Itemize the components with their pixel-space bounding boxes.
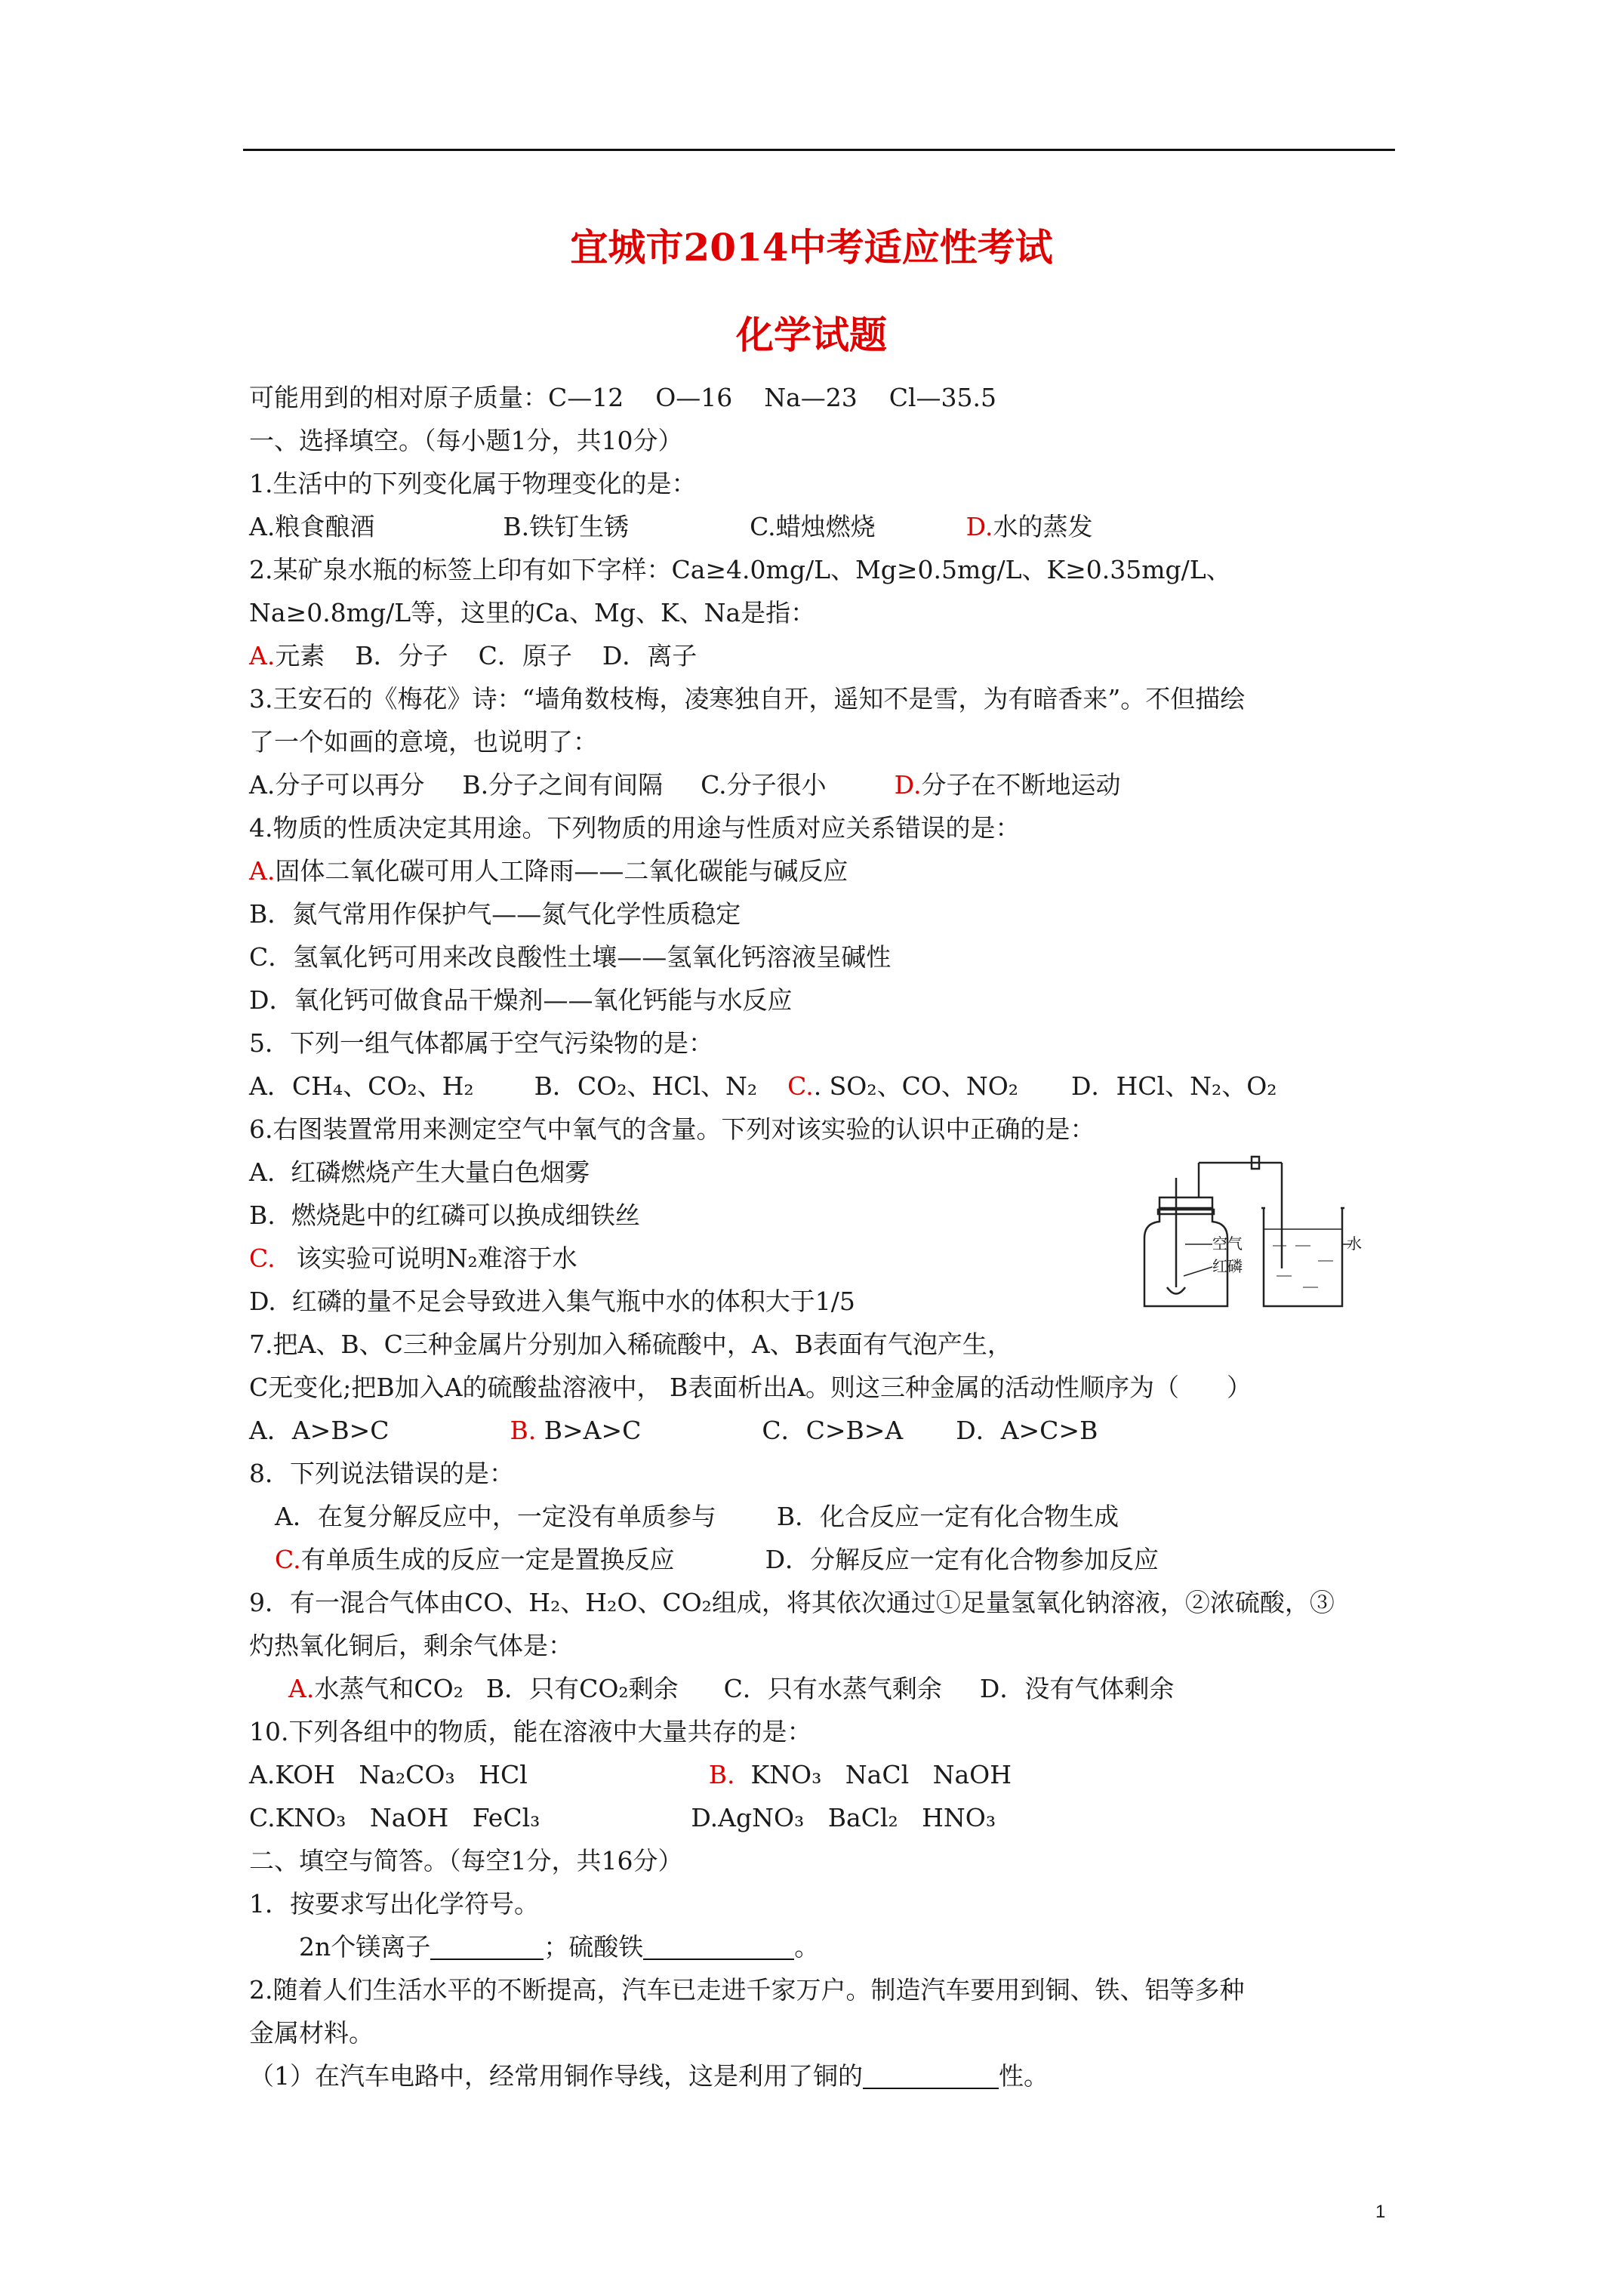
q5-option-b: B．CO₂、HCl、N₂: [534, 1071, 758, 1101]
q5-option-c: . SO₂、CO、NO₂: [813, 1071, 1019, 1101]
q9-option-a-letter: A.: [288, 1674, 315, 1703]
q9-option-d: D．没有气体剩余: [979, 1674, 1175, 1703]
q8-option-d: D．分解反应一定有化合物参加反应: [765, 1545, 1160, 1574]
atomic-mass-note: 可能用到的相对原子质量：C—12 O—16 Na—23 Cl—35.5: [249, 383, 996, 412]
q4-stem: 4.物质的性质决定其用途。下列物质的用途与性质对应关系错误的是：: [249, 813, 1021, 843]
q9-stem-1: 9．有一混合气体由CO、H₂、H₂O、CO₂组成，将其依次通过①足量氢氧化钠溶液，②浓硫酸，③: [249, 1588, 1335, 1617]
q6-option-c-letter: C.: [249, 1244, 276, 1273]
q2-option-c: C．原子: [478, 641, 572, 670]
q6-option-a: A. 红磷燃烧产生大量白色烟雾: [249, 1157, 590, 1187]
q5-options: [249, 1065, 1397, 1108]
q3-option-d: 分子在不断地运动: [921, 770, 1121, 800]
answer-blank-magnesium-ion[interactable]: [430, 1928, 544, 1960]
q2-options: [249, 634, 1397, 677]
s2-q2-stem-2: 金属材料。: [249, 2018, 374, 2048]
q6-option-c: 该实验可说明N₂难溶于水: [296, 1244, 577, 1273]
q7-option-c: C．C>B>A: [762, 1416, 904, 1445]
q9-option-b: B．只有CO₂剩余: [485, 1674, 679, 1703]
header-rule: [243, 149, 1395, 151]
q7-option-b-letter: B.: [510, 1416, 537, 1445]
q2-option-a-letter: A.: [249, 641, 276, 670]
label-air: 空气: [1212, 1234, 1243, 1253]
q1-option-d: 水的蒸发: [993, 512, 1093, 541]
q1-option-d-letter: D.: [965, 512, 993, 541]
s2-q2-sub1-post: 性。: [999, 2061, 1049, 2091]
q1-option-a: A.粮食酿酒: [249, 512, 375, 541]
q7-option-b: B>A>C: [536, 1416, 642, 1445]
oxygen-measurement-apparatus: [1137, 1155, 1363, 1321]
q10-option-b-letter: B.: [708, 1760, 735, 1789]
q9-option-c: C．只有水蒸气剩余: [723, 1674, 942, 1703]
q8-stem: 8．下列说法错误的是：: [249, 1459, 514, 1488]
q7-option-a: A．A>B>C: [249, 1416, 390, 1445]
q2-option-b: B．分子: [355, 641, 448, 670]
q1-stem: 1.生活中的下列变化属于物理变化的是：: [249, 469, 697, 498]
q1-option-b: B.铁钉生锈: [503, 512, 630, 541]
q2-stem-1: 2.某矿泉水瓶的标签上印有如下字样：Ca≥4.0mg/L、Mg≥0.5mg/L、K≥0.35mg/L、: [249, 555, 1231, 584]
s2-q2-sub1-row: [249, 2054, 1397, 2097]
label-water: 水: [1347, 1234, 1362, 1253]
q5-option-c-letter: C.: [787, 1071, 814, 1101]
s2-q1-end: 。: [794, 1932, 820, 1962]
q3-stem-1: 3.王安石的《梅花》诗：“墙角数枝梅，凌寒独自开，遥知不是雪，为有暗香来”。不但描绘: [249, 684, 1246, 713]
q7-option-d: D．A>C>B: [956, 1416, 1098, 1445]
q3-option-b: B.分子之间有间隔: [462, 770, 664, 800]
exam-title: 宜城市2014中考适应性考试: [570, 225, 1053, 270]
page-number: 1: [1375, 2202, 1386, 2222]
answer-blank-iron-sulfate[interactable]: [643, 1928, 794, 1960]
q9-options: [249, 1667, 1397, 1710]
q7-options: [249, 1409, 1397, 1452]
q8-option-b: B．化合反应一定有化合物生成: [776, 1502, 1119, 1531]
q2-stem-2: Na≥0.8mg/L等，这里的Ca、Mg、K、Na是指：: [249, 598, 816, 627]
q4-option-b: B．氮气常用作保护气——氮气化学性质稳定: [249, 899, 741, 929]
q3-option-d-letter: D.: [894, 770, 922, 800]
q5-option-a: A．CH₄、CO₂、H₂: [249, 1071, 474, 1101]
q6-stem: 6.右图装置常用来测定空气中氧气的含量。下列对该实验的认识中正确的是：: [249, 1114, 1095, 1144]
q4-option-d: D．氧化钙可做食品干燥剂——氧化钙能与水反应: [249, 985, 793, 1015]
q3-stem-2: 了一个如画的意境，也说明了：: [249, 727, 598, 757]
q3-option-a: A.分子可以再分: [249, 770, 425, 800]
q10-stem: 10.下列各组中的物质，能在溶液中大量共存的是：: [249, 1717, 812, 1746]
s2-q1-answer-row: [249, 1925, 1397, 1968]
q8-option-a: A．在复分解反应中，一定没有单质参与: [275, 1502, 716, 1531]
q10-option-d: D.AgNO₃ BaCl₂ HNO₃: [691, 1803, 996, 1832]
q7-stem-2: C无变化;把B加入A的硫酸盐溶液中， B表面析出A。则这三种金属的活动性顺序为（ ）: [249, 1373, 1252, 1402]
section2-heading: 二、填空与简答。（每空1分，共16分）: [249, 1846, 683, 1875]
answer-blank-copper-property[interactable]: [863, 2057, 999, 2089]
q4-option-a-letter: A.: [249, 856, 276, 886]
q10-options-cd: [249, 1796, 1397, 1839]
q8-options-cd: [249, 1538, 1397, 1581]
q1-options: [249, 505, 1397, 548]
q10-option-a: A.KOH Na₂CO₃ HCl: [249, 1760, 528, 1789]
q8-options-ab: [249, 1495, 1397, 1538]
q2-option-d: D．离子: [602, 641, 698, 670]
label-red-phosphorus: 红磷: [1212, 1257, 1243, 1275]
q4-option-c: C．氢氧化钙可用来改良酸性土壤——氢氧化钙溶液呈碱性: [249, 942, 892, 972]
q9-option-a: 水蒸气和CO₂: [314, 1674, 463, 1703]
q1-option-c: C.蜡烛燃烧: [750, 512, 876, 541]
q10-options-ab: [249, 1753, 1397, 1796]
q8-option-c: 有单质生成的反应一定是置换反应: [300, 1545, 675, 1574]
q3-options: [249, 763, 1397, 806]
s2-q1-part1: 2n个镁离子: [299, 1932, 431, 1962]
q4-option-a: 固体二氧化碳可用人工降雨——二氧化碳能与碱反应: [275, 856, 848, 886]
s2-q1-stem: 1．按要求写出化学符号。: [249, 1889, 539, 1918]
q10-option-c: C.KNO₃ NaOH FeCl₃: [249, 1803, 540, 1832]
s2-q1-sep: ；硫酸铁: [544, 1932, 644, 1962]
q5-option-d: D．HCl、N₂、O₂: [1071, 1071, 1277, 1101]
q10-option-b: KNO₃ NaCl NaOH: [735, 1760, 1012, 1789]
q6-option-b: B. 燃烧匙中的红磷可以换成细铁丝: [249, 1200, 640, 1230]
q3-option-c: C.分子很小: [701, 770, 827, 800]
section1-heading: 一、选择填空。（每小题1分，共10分）: [249, 426, 683, 455]
s2-q2-sub1-pre: （1）在汽车电路中，经常用铜作导线，这是利用了铜的: [249, 2061, 863, 2091]
exam-subtitle: 化学试题: [736, 313, 887, 357]
q4-option-a-row: [249, 849, 1397, 892]
s2-q2-stem-1: 2.随着人们生活水平的不断提高，汽车已走进千家万户。制造汽车要用到铜、铁、铝等多种: [249, 1975, 1245, 2005]
q6-option-d: D. 红磷的量不足会导致进入集气瓶中水的体积大于1/5: [249, 1287, 855, 1316]
q9-stem-2: 灼热氧化铜后，剩余气体是：: [249, 1631, 573, 1660]
q5-stem: 5．下列一组气体都属于空气污染物的是：: [249, 1028, 713, 1058]
q2-option-a: 元素: [275, 641, 325, 670]
q7-stem-1: 7.把A、B、C三种金属片分别加入稀硫酸中，A、B表面有气泡产生，: [249, 1330, 1012, 1359]
q8-option-c-letter: C.: [275, 1545, 301, 1574]
